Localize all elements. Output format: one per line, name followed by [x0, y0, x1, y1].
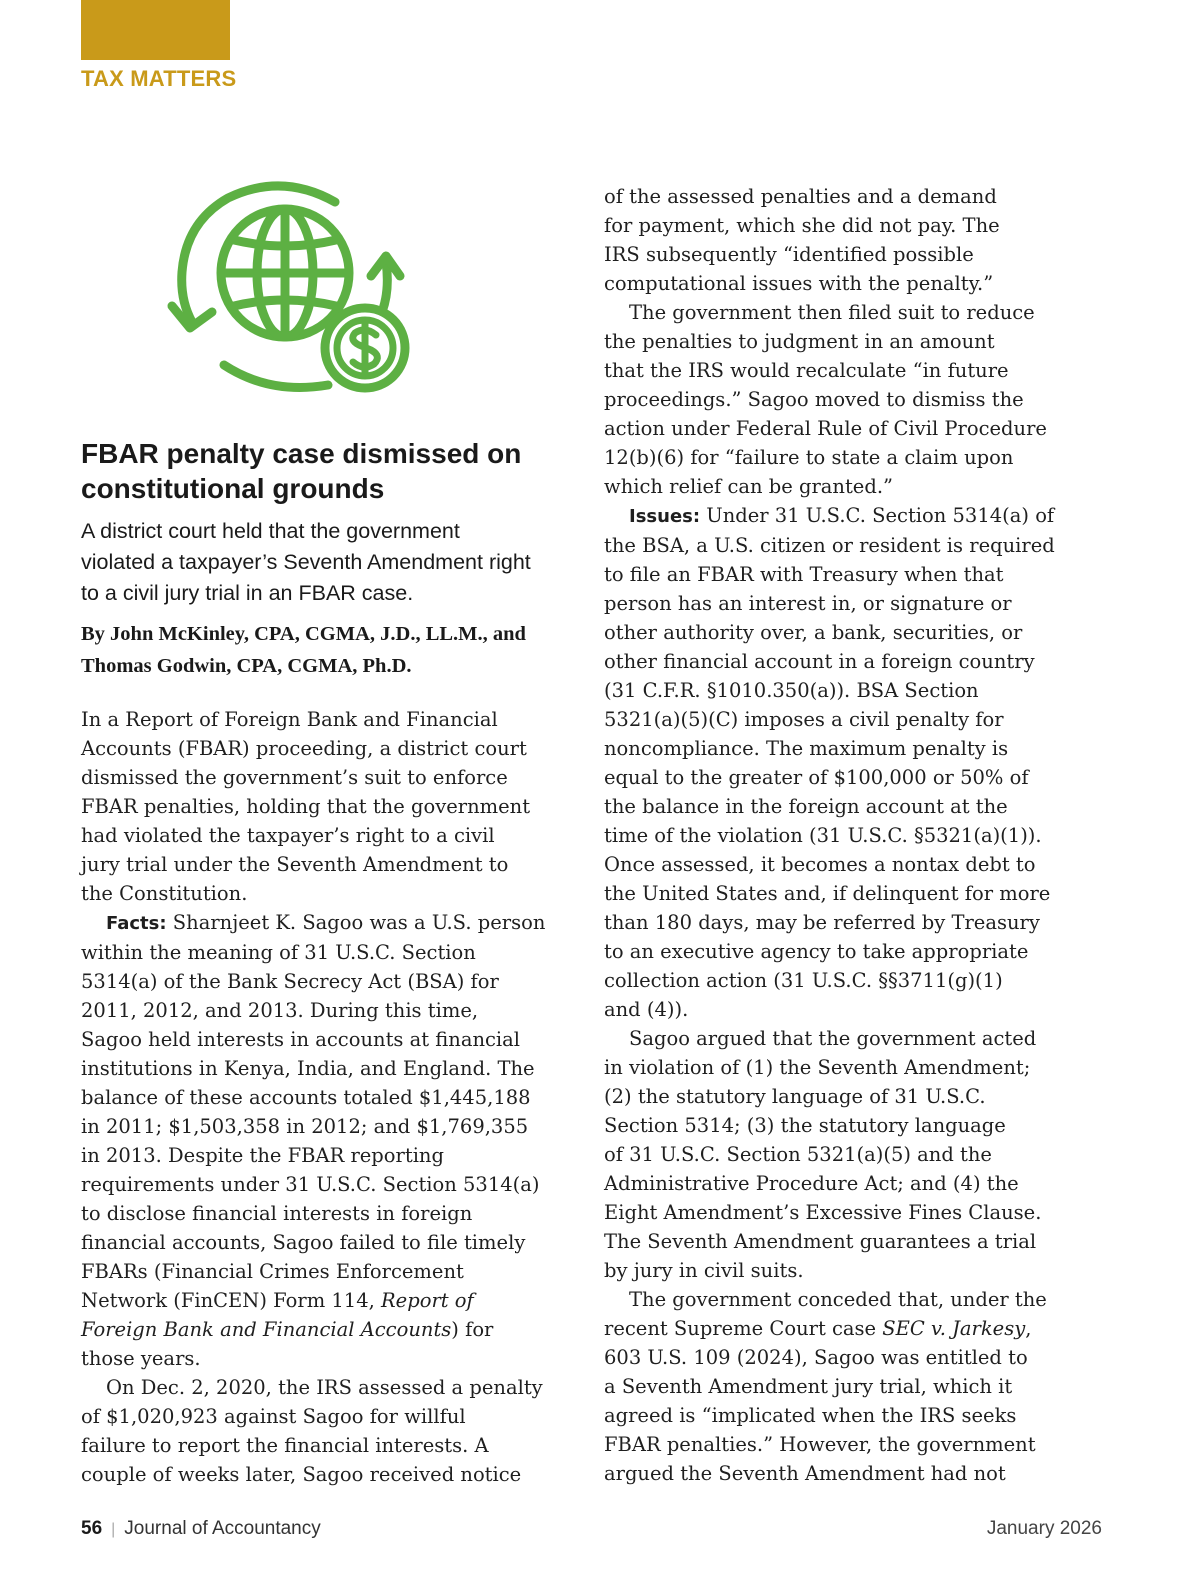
text-line: 5321(a)(5)(C) imposes a civil penalty for — [604, 708, 1004, 731]
text-line: by jury in civil suits. — [604, 1259, 804, 1282]
text-line: Eight Amendment’s Excessive Fines Clause. — [604, 1201, 1042, 1224]
text-line: 5314(a) of the Bank Secrecy Act (BSA) for — [81, 970, 499, 993]
text-line: a Seventh Amendment jury trial, which it — [604, 1375, 1013, 1398]
headline-line: constitutional grounds — [81, 473, 385, 504]
deck-line: A district court held that the government — [81, 519, 460, 543]
text-line: in 2011; $1,503,358 in 2012; and $1,769,355 — [81, 1115, 529, 1138]
text-fragment: Sharnjeet K. Sagoo was a U.S. person — [166, 911, 546, 934]
text-line: Once assessed, it becomes a nontax debt to — [604, 853, 1036, 876]
continued-paragraph — [604, 182, 1124, 298]
text-line: action under Federal Rule of Civil Procedure — [604, 417, 1047, 440]
headline-line: FBAR penalty case dismissed on — [81, 438, 522, 469]
text-line: other financial account in a foreign country — [604, 650, 1035, 673]
text-line: FBAR penalties, holding that the government — [81, 795, 531, 818]
text-line: collection action (31 U.S.C. §§3711(g)(1) — [604, 969, 1003, 992]
body-column-right — [604, 182, 1124, 1488]
text-line — [604, 501, 1124, 531]
article-byline — [81, 618, 586, 682]
text-line — [81, 1286, 601, 1315]
text-fragment: recent Supreme Court case — [604, 1317, 883, 1340]
text-line: than 180 days, may be referred by Treasury — [604, 911, 1040, 934]
intro-paragraph — [81, 705, 601, 908]
text-line: The Seventh Amendment guarantees a trial — [604, 1230, 1037, 1253]
text-line — [81, 1315, 601, 1344]
body-column-left — [81, 705, 601, 1489]
text-line: In a Report of Foreign Bank and Financial — [81, 708, 498, 731]
text-line: the penalties to judgment in an amount — [604, 330, 995, 353]
text-line: the balance in the foreign account at the — [604, 795, 1008, 818]
issue-date: January 2026 — [986, 1518, 1102, 1539]
text-line: couple of weeks later, Sagoo received notice — [81, 1463, 522, 1486]
text-line: those years. — [81, 1347, 201, 1370]
text-line: balance of these accounts totaled $1,445,188 — [81, 1086, 531, 1109]
text-line: failure to report the financial interests. A — [81, 1434, 489, 1457]
argument-paragraph — [604, 1024, 1124, 1285]
text-line: 603 U.S. 109 (2024), Sagoo was entitled to — [604, 1346, 1028, 1369]
facts-paragraph — [81, 908, 601, 1373]
text-line: 12(b)(6) for “failure to state a claim upon — [604, 446, 1014, 469]
text-line: in violation of (1) the Seventh Amendment; — [604, 1056, 1031, 1079]
byline-line: By John McKinley, CPA, CGMA, J.D., LL.M., and — [81, 623, 526, 645]
text-line: Sagoo held interests in accounts at financial — [81, 1028, 521, 1051]
text-line — [604, 1314, 1124, 1343]
deck-line: violated a taxpayer’s Seventh Amendment right — [81, 550, 531, 574]
publication-name: Journal of Accountancy — [124, 1518, 321, 1539]
byline-line: Thomas Godwin, CPA, CGMA, Ph.D. — [81, 655, 412, 677]
text-line: institutions in Kenya, India, and England. The — [81, 1057, 535, 1080]
footer-left — [81, 1518, 321, 1540]
globe-with-dollar-coin-cycle-icon — [160, 180, 430, 400]
section-label: TAX MATTERS — [81, 66, 237, 91]
text-line: to disclose financial interests in foreign — [81, 1202, 473, 1225]
text-line: FBARs (Financial Crimes Enforcement — [81, 1260, 464, 1283]
suit-paragraph — [604, 298, 1124, 501]
text-line: which relief can be granted.” — [604, 475, 893, 498]
text-line: proceedings.” Sagoo moved to dismiss the — [604, 388, 1024, 411]
issues-label: Issues: — [629, 506, 701, 527]
text-line: of $1,020,923 against Sagoo for willful — [81, 1405, 466, 1428]
text-line: FBAR penalties.” However, the government — [604, 1433, 1036, 1456]
text-line: to file an FBAR with Treasury when that — [604, 563, 1004, 586]
text-line — [81, 908, 601, 938]
text-fragment: Network (FinCEN) Form 114, — [81, 1289, 381, 1312]
text-line: jury trial under the Seventh Amendment to — [81, 853, 509, 876]
text-line: the United States and, if delinquent for more — [604, 882, 1051, 905]
issues-paragraph — [604, 501, 1124, 1024]
text-line: within the meaning of 31 U.S.C. Section — [81, 941, 476, 964]
text-line: the Constitution. — [81, 882, 248, 905]
text-line: Sagoo argued that the government acted — [629, 1027, 1037, 1050]
assessment-paragraph — [81, 1373, 601, 1489]
text-line: other authority over, a bank, securities, or — [604, 621, 1023, 644]
text-line: and (4)). — [604, 998, 689, 1021]
article-headline — [81, 436, 581, 506]
form-title-italic: Report of — [381, 1289, 474, 1312]
page-footer — [81, 1518, 1102, 1544]
text-line: The government then filed suit to reduce — [629, 301, 1035, 324]
text-line: computational issues with the penalty.” — [604, 272, 994, 295]
text-line: dismissed the government’s suit to enforce — [81, 766, 508, 789]
text-line: that the IRS would recalculate “in future — [604, 359, 1009, 382]
text-line: (2) the statutory language of 31 U.S.C. — [604, 1085, 986, 1108]
form-title-italic: Foreign Bank and Financial Accounts — [81, 1318, 452, 1341]
text-line: in 2013. Despite the FBAR reporting — [81, 1144, 444, 1167]
text-line: of 31 U.S.C. Section 5321(a)(5) and the — [604, 1143, 992, 1166]
text-line: financial accounts, Sagoo failed to file timely — [81, 1231, 526, 1254]
text-line: time of the violation (31 U.S.C. §5321(a)(1)). — [604, 824, 1042, 847]
text-line: the BSA, a U.S. citizen or resident is required — [604, 534, 1055, 557]
text-line: noncompliance. The maximum penalty is — [604, 737, 1009, 760]
text-line: 2011, 2012, and 2013. During this time, — [81, 999, 479, 1022]
text-line: requirements under 31 U.S.C. Section 5314(a) — [81, 1173, 540, 1196]
text-fragment: , — [1025, 1317, 1032, 1340]
facts-label: Facts: — [106, 913, 167, 934]
deck-line: to a civil jury trial in an FBAR case. — [81, 581, 414, 605]
text-line: person has an interest in, or signature or — [604, 592, 1012, 615]
page-number: 56 — [81, 1518, 103, 1539]
text-line: equal to the greater of $100,000 or 50% of — [604, 766, 1029, 789]
text-line: (31 C.F.R. §1010.350(a)). BSA Section — [604, 679, 979, 702]
text-line: IRS subsequently “identified possible — [604, 243, 974, 266]
section-color-bar — [81, 0, 230, 60]
footer-separator: | — [111, 1521, 116, 1538]
concession-paragraph — [604, 1285, 1124, 1488]
article-deck — [81, 516, 586, 609]
text-line: On Dec. 2, 2020, the IRS assessed a penalty — [106, 1376, 543, 1399]
text-fragment: ) for — [451, 1318, 494, 1341]
text-line: agreed is “implicated when the IRS seeks — [604, 1404, 1017, 1427]
text-line: Section 5314; (3) the statutory language — [604, 1114, 1006, 1137]
text-line: had violated the taxpayer’s right to a civil — [81, 824, 495, 847]
text-line: to an executive agency to take appropriate — [604, 940, 1029, 963]
case-name-italic: SEC v. Jarkesy — [882, 1317, 1026, 1340]
text-line: The government conceded that, under the — [629, 1288, 1047, 1311]
text-line: argued the Seventh Amendment had not — [604, 1462, 1006, 1485]
text-line: Administrative Procedure Act; and (4) the — [604, 1172, 1019, 1195]
text-fragment: Under 31 U.S.C. Section 5314(a) of — [700, 504, 1055, 527]
text-line: for payment, which she did not pay. The — [604, 214, 1000, 237]
text-line: of the assessed penalties and a demand — [604, 185, 997, 208]
text-line: Accounts (FBAR) proceeding, a district court — [81, 737, 527, 760]
